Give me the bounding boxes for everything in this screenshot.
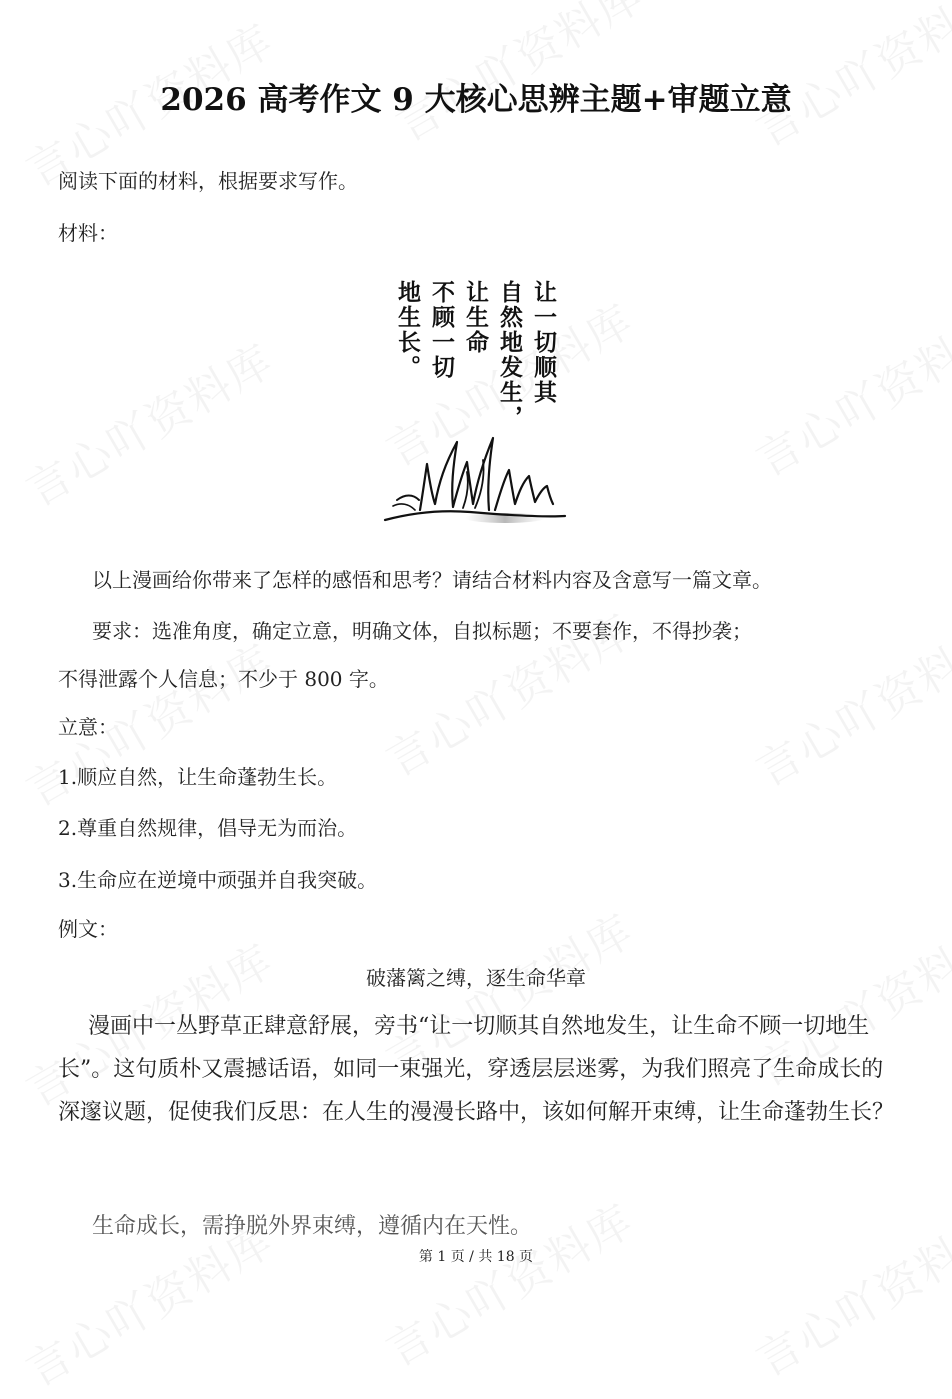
cartoon-text-column: 让一切顺其 (530, 280, 556, 405)
cartoon-text-column: 自然地发生， (496, 280, 522, 430)
page-footer: 第 1 页 / 共 18 页 (418, 1249, 534, 1265)
grass-sketch-icon (375, 272, 575, 532)
essay-prompt: 以上漫画给你带来了怎样的感悟和思考？请结合材料内容及含意写一篇文章。 (92, 568, 772, 592)
watermark (742, 605, 952, 798)
essay-title: 破藩篱之缚，逐生命华章 (366, 966, 586, 990)
intro-line: 阅读下面的材料，根据要求写作。 (58, 169, 358, 193)
page-title: 2026 高考作文 9 大核心思辨主题+审题立意 (160, 82, 792, 118)
thesis-item: 2.尊重自然规律，倡导无为而治。 (58, 816, 358, 840)
example-label: 例文： (58, 917, 118, 941)
cartoon-text-column: 地生长。 (394, 280, 420, 380)
requirements-line: 不得泄露个人信息；不少于 800 字。 (58, 667, 389, 691)
thesis-label: 立意： (58, 715, 118, 739)
watermark (12, 325, 283, 518)
essay-paragraph: 漫画中一丛野草正肆意舒展，旁书“让一切顺其自然地发生，让生命不顾一切地生长”。这句质朴又震撼话语，如同一束强光，穿透层层迷雾，为我们照亮了生命成长的深邃议题，促使我们反思：在人生的漫漫长路中，该如何解开束缚，让生命蓬勃生长？ (58, 1014, 895, 1125)
cartoon-image (375, 272, 575, 532)
watermark (742, 295, 952, 488)
cartoon-text-column: 让生命 (462, 280, 488, 355)
essay-paragraph: 生命成长，需挣脱外界束缚，遵循内在天性。 (92, 1214, 533, 1239)
requirements-line: 要求：选准角度，确定立意，明确文体，自拟标题；不要套作，不得抄袭； (92, 619, 752, 643)
thesis-item: 3.生命应在逆境中顽强并自我突破。 (58, 868, 378, 892)
cartoon-text-column: 不顾一切 (428, 280, 454, 380)
thesis-item: 1.顺应自然，让生命蓬勃生长。 (58, 765, 338, 789)
material-label: 材料： (58, 221, 118, 245)
